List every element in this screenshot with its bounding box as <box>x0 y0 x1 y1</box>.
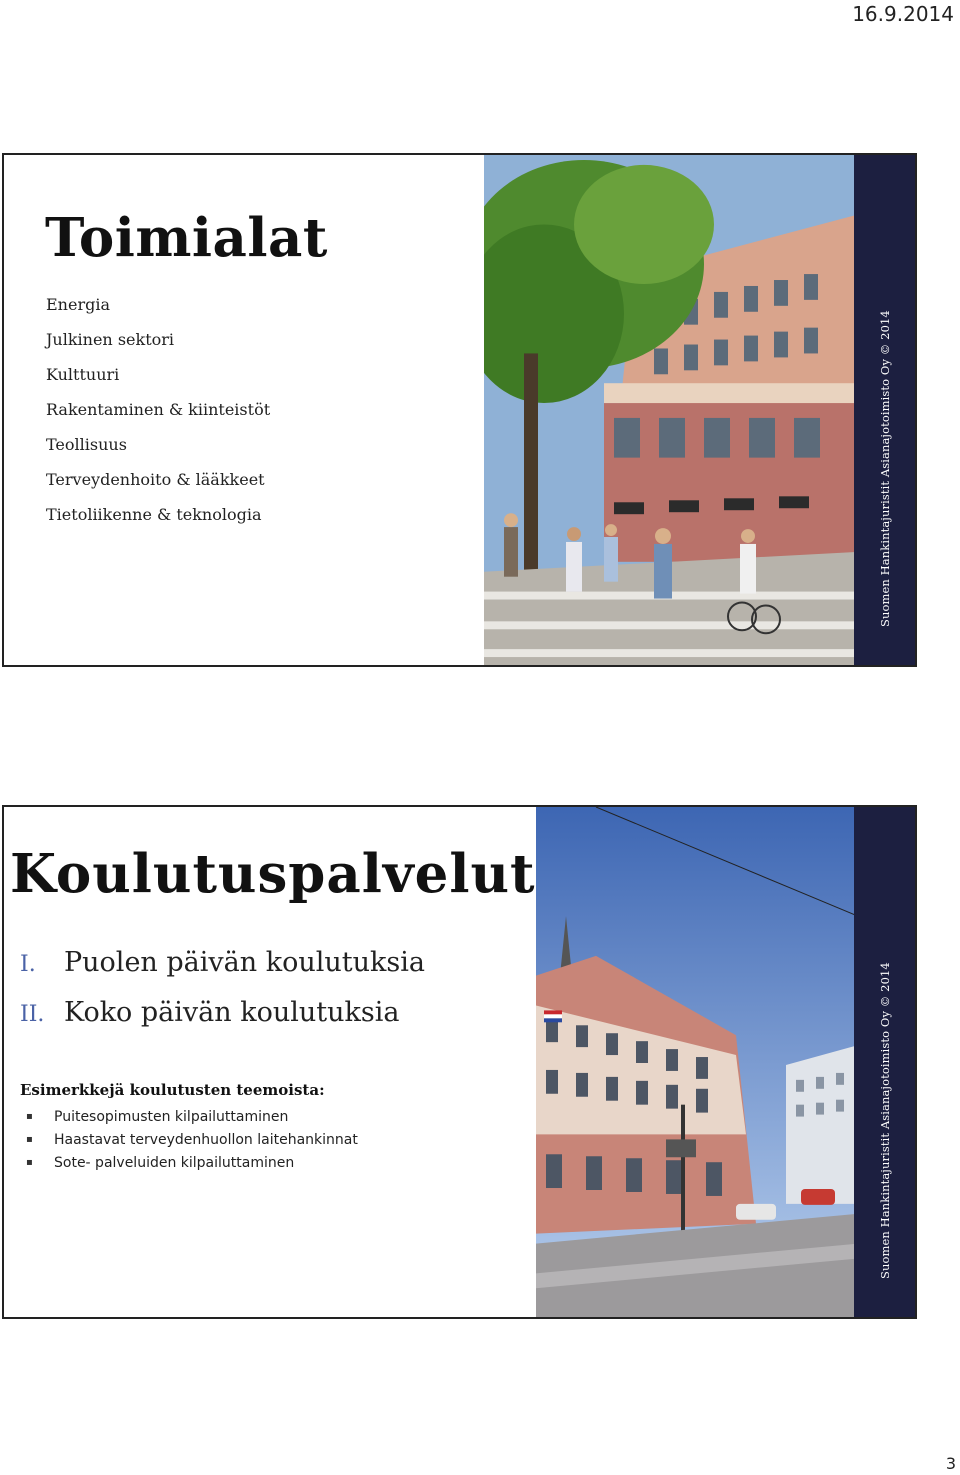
slide-title: Toimialat <box>45 207 328 269</box>
list-item: Teollisuus <box>46 435 127 454</box>
list-item: Terveydenhoito & lääkkeet <box>46 470 265 489</box>
list-number: I. <box>20 952 36 977</box>
page-number: 3 <box>945 1454 956 1473</box>
building-photo <box>536 807 858 1317</box>
list-item: Kulttuuri <box>46 365 120 384</box>
sidebar-copyright: Suomen Hankintajuristit Asianajotoimisto Oy © 2014 <box>877 310 892 627</box>
list-text: Haastavat terveydenhuollon laitehankinnat <box>54 1131 358 1148</box>
bullet-icon: ▪ <box>26 1134 33 1145</box>
examples-list <box>26 1105 358 1174</box>
list-number: II. <box>20 1002 45 1027</box>
list-item: Energia <box>46 295 110 314</box>
sidebar <box>854 807 915 1317</box>
list-item <box>26 1105 358 1128</box>
slide-koulutuspalvelut <box>2 805 917 1319</box>
list-text: Puolen päivän koulutuksia <box>64 947 425 978</box>
street-photo <box>484 155 858 665</box>
examples-heading: Esimerkkejä koulutusten teemoista: <box>20 1081 325 1099</box>
page-date: 16.9.2014 <box>852 2 954 26</box>
slide-title: Koulutuspalvelut <box>10 843 536 905</box>
course-list <box>20 947 425 1047</box>
list-text: Koko päivän koulutuksia <box>64 997 400 1028</box>
list-item: Rakentaminen & kiinteistöt <box>46 400 271 419</box>
sidebar-copyright: Suomen Hankintajuristit Asianajotoimisto Oy © 2014 <box>877 962 892 1279</box>
list-item: Julkinen sektori <box>46 330 175 349</box>
sector-list <box>46 293 270 538</box>
bullet-icon: ▪ <box>26 1157 33 1168</box>
list-item <box>26 1151 358 1174</box>
list-item <box>20 947 425 997</box>
list-item <box>20 997 425 1047</box>
bullet-icon: ▪ <box>26 1111 33 1122</box>
list-item: Tietoliikenne & teknologia <box>46 505 262 524</box>
list-text: Sote- palveluiden kilpailuttaminen <box>54 1154 295 1171</box>
list-text: Puitesopimusten kilpailuttaminen <box>54 1108 289 1125</box>
slide-toimialat <box>2 153 917 667</box>
list-item <box>26 1128 358 1151</box>
sidebar <box>854 155 915 665</box>
